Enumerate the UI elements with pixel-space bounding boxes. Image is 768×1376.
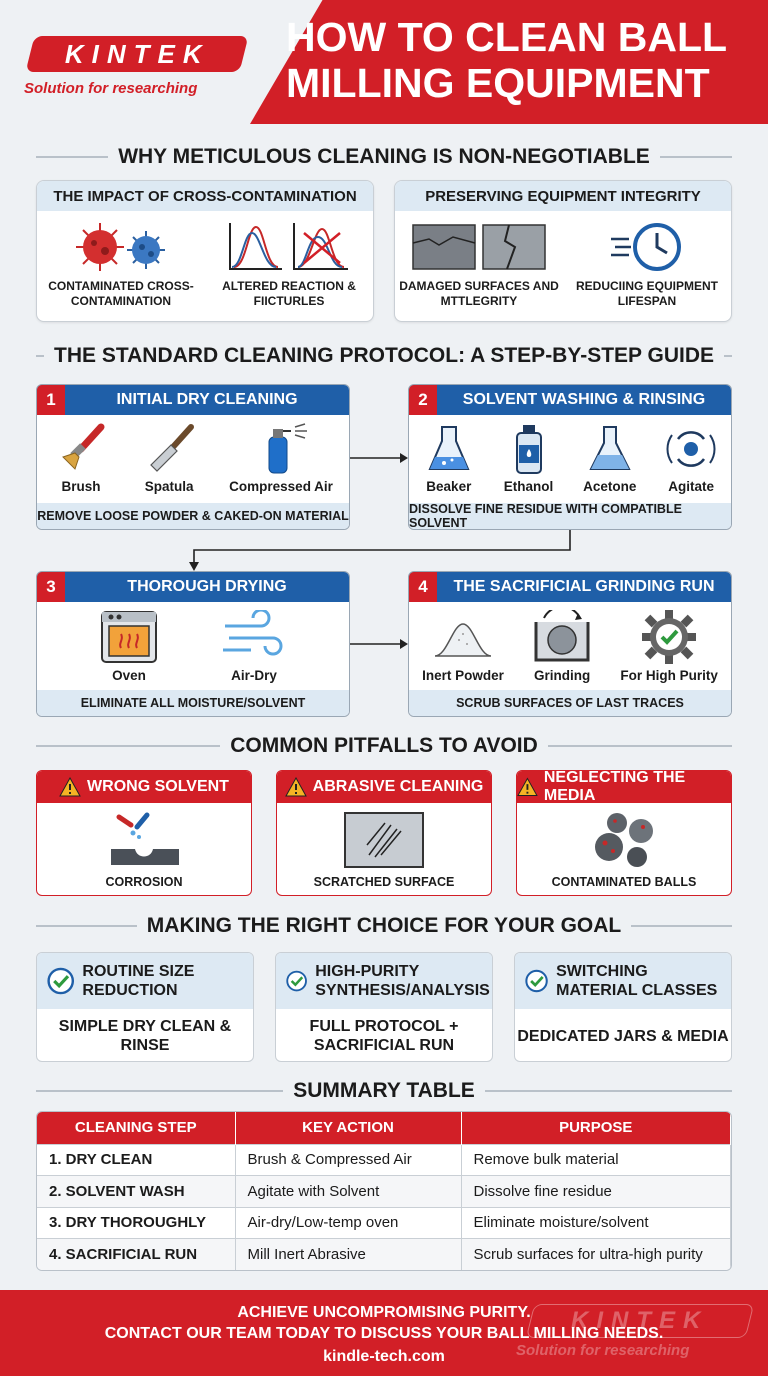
agitate-icon — [666, 423, 716, 475]
warning-icon — [517, 777, 538, 797]
pitfall-caption: SCRATCHED SURFACE — [313, 875, 455, 889]
corrosion-icon — [107, 811, 183, 867]
footer-banner — [0, 1290, 768, 1376]
table-cell: Brush & Compressed Air — [235, 1144, 461, 1176]
grinding-jar-icon — [530, 610, 594, 664]
check-circle-icon — [286, 964, 307, 998]
contaminated-balls-icon — [591, 811, 661, 869]
agitate-item: Agitate — [666, 423, 716, 494]
flow-arrow-1-2 — [350, 448, 410, 468]
warning-icon — [59, 777, 81, 797]
pitfall-abrasive-cleaning — [276, 770, 492, 896]
flask-icon — [585, 423, 635, 475]
logo-tagline: Solution for researching — [24, 80, 198, 97]
table-cell: 4. SACRIFICIAL RUN — [37, 1239, 235, 1271]
check-circle-icon — [525, 964, 548, 998]
step-footer: DISSOLVE FINE RESIDUE WITH COMPATIBLE SOLVENT — [409, 503, 731, 529]
ethanol-bottle-icon — [504, 423, 554, 475]
step-1-card — [36, 384, 350, 530]
table-row — [37, 1239, 731, 1271]
table-cell: Mill Inert Abrasive — [235, 1239, 461, 1271]
step-2-card — [408, 384, 732, 530]
flow-arrow-2-3 — [188, 530, 574, 572]
card-title: PRESERVING EQUIPMENT INTEGRITY — [395, 181, 731, 211]
wind-icon — [221, 610, 287, 664]
table-row — [37, 1144, 731, 1176]
header — [0, 0, 768, 124]
compressed-air-item: Compressed Air — [229, 423, 333, 494]
goal-routine — [36, 952, 254, 1062]
goal-title: HIGH-PURITY SYNTHESIS/ANALYSIS — [315, 963, 490, 999]
spatula-item: Spatula — [141, 423, 197, 494]
pitfall-caption: CORROSION — [105, 875, 183, 889]
card-title: THE IMPACT OF CROSS-CONTAMINATION — [37, 181, 373, 211]
spatula-icon — [141, 423, 197, 475]
pitfall-title: WRONG SOLVENT — [87, 778, 229, 795]
step-number: 2 — [409, 385, 437, 415]
grinding-item: Grinding — [530, 610, 594, 683]
summary-table — [36, 1111, 732, 1271]
table-cell: Dissolve fine residue — [461, 1176, 731, 1208]
step-title: THE SACRIFICIAL GRINDING RUN — [453, 578, 715, 595]
table-cell: Air-dry/Low-temp oven — [235, 1207, 461, 1239]
high-purity-item: For High Purity — [620, 610, 718, 683]
damaged-surfaces-item: DAMAGED SURFACES AND MTTLEGRITY — [399, 219, 559, 309]
warning-icon — [285, 777, 307, 797]
table-cell: 3. DRY THOROUGHLY — [37, 1207, 235, 1239]
air-dry-item: Air-Dry — [221, 610, 287, 683]
table-row — [37, 1207, 731, 1239]
goal-switching — [514, 952, 732, 1062]
table-cell: Agitate with Solvent — [235, 1176, 461, 1208]
equipment-integrity-card — [394, 180, 732, 322]
fast-clock-icon — [607, 219, 687, 275]
footer-website-link[interactable]: kindle-tech.com — [323, 1348, 445, 1365]
step-footer: REMOVE LOOSE POWDER & CAKED-ON MATERIAL — [37, 503, 349, 529]
pitfall-caption: CONTAMINATED BALLS — [551, 875, 697, 889]
goal-choice: SIMPLE DRY CLEAN & RINSE — [58, 1018, 232, 1054]
goal-high-purity — [275, 952, 493, 1062]
step-title: SOLVENT WASHING & RINSING — [462, 391, 706, 408]
oven-icon — [99, 610, 159, 664]
goal-choice: FULL PROTOCOL + SACRIFICIAL RUN — [309, 1018, 459, 1054]
reaction-graph-icon — [224, 219, 354, 275]
page-title: HOW TO CLEAN BALL MILLING EQUIPMENT — [286, 14, 727, 106]
cracked-surface-icon — [409, 219, 549, 275]
beaker-icon — [424, 423, 474, 475]
summary-heading: SUMMARY TABLE — [36, 1077, 732, 1105]
table-cell: 1. DRY CLEAN — [37, 1144, 235, 1176]
contamination-item: CONTAMINATED CROSS-CONTAMINATION — [41, 219, 201, 309]
gear-check-icon — [637, 610, 701, 664]
powder-pile-icon — [431, 610, 495, 664]
table-cell: Eliminate moisture/solvent — [461, 1207, 731, 1239]
table-cell: Scrub surfaces for ultra-high purity — [461, 1239, 731, 1271]
scratched-surface-icon — [343, 811, 425, 869]
kintek-logo[interactable]: KINTEK — [26, 36, 249, 72]
pitfall-title: NEGLECTING THE MEDIA — [543, 770, 686, 804]
goal-title: ROUTINE SIZE REDUCTION — [82, 963, 195, 999]
footer-logo-watermark: KINTEK — [526, 1304, 754, 1338]
column-header: CLEANING STEP — [37, 1112, 235, 1144]
step-title: THOROUGH DRYING — [127, 578, 287, 595]
column-header: KEY ACTION — [235, 1112, 461, 1144]
reduced-lifespan-item: REDUCIING EQUIPMENT LIFESPAN — [567, 219, 727, 309]
oven-item: Oven — [99, 610, 159, 683]
flow-arrow-3-4 — [350, 634, 410, 654]
inert-powder-item: Inert Powder — [422, 610, 504, 683]
cross-contamination-card — [36, 180, 374, 322]
goal-choice: DEDICATED JARS & MEDIA — [517, 1027, 729, 1045]
brush-item: Brush — [53, 423, 109, 494]
pitfall-wrong-solvent — [36, 770, 252, 896]
compressed-air-icon — [253, 423, 309, 475]
step-footer: ELIMINATE ALL MOISTURE/SOLVENT — [37, 690, 349, 716]
beaker-item: Beaker — [424, 423, 474, 494]
check-circle-icon — [47, 964, 74, 998]
step-number: 3 — [37, 572, 65, 602]
brush-icon — [53, 423, 109, 475]
protocol-heading: THE STANDARD CLEANING PROTOCOL: A STEP-BY-STEP GUIDE — [36, 342, 732, 370]
acetone-item: Acetone — [583, 423, 636, 494]
altered-reaction-item: ALTERED REACTION & FIICTURLES — [209, 219, 369, 309]
step-3-card — [36, 571, 350, 717]
pitfalls-heading: COMMON PITFALLS TO AVOID — [36, 732, 732, 760]
step-footer: SCRUB SURFACES OF LAST TRACES — [409, 690, 731, 716]
footer-headline: ACHIEVE UNCOMPROMISING PURITY. — [237, 1304, 531, 1321]
pitfall-neglecting-media — [516, 770, 732, 896]
footer-tagline-watermark: Solution for researching — [516, 1342, 690, 1359]
step-title: INITIAL DRY CLEANING — [116, 391, 298, 408]
footer-cta: CONTACT OUR TEAM TODAY TO DISCUSS YOUR BALL MILLING NEEDS. — [104, 1325, 664, 1342]
step-4-card — [408, 571, 732, 717]
goals-heading: MAKING THE RIGHT CHOICE FOR YOUR GOAL — [36, 912, 732, 940]
ethanol-item: Ethanol — [504, 423, 554, 494]
column-header: PURPOSE — [461, 1112, 731, 1144]
pitfall-title: ABRASIVE CLEANING — [312, 778, 484, 795]
why-heading: WHY METICULOUS CLEANING IS NON-NEGOTIABLE — [36, 143, 732, 171]
table-cell: Remove bulk material — [461, 1144, 731, 1176]
table-row — [37, 1176, 731, 1208]
step-number: 4 — [409, 572, 437, 602]
goal-title: SWITCHING MATERIAL CLASSES — [556, 963, 718, 999]
table-cell: 2. SOLVENT WASH — [37, 1176, 235, 1208]
virus-icon — [66, 219, 176, 275]
step-number: 1 — [37, 385, 65, 415]
